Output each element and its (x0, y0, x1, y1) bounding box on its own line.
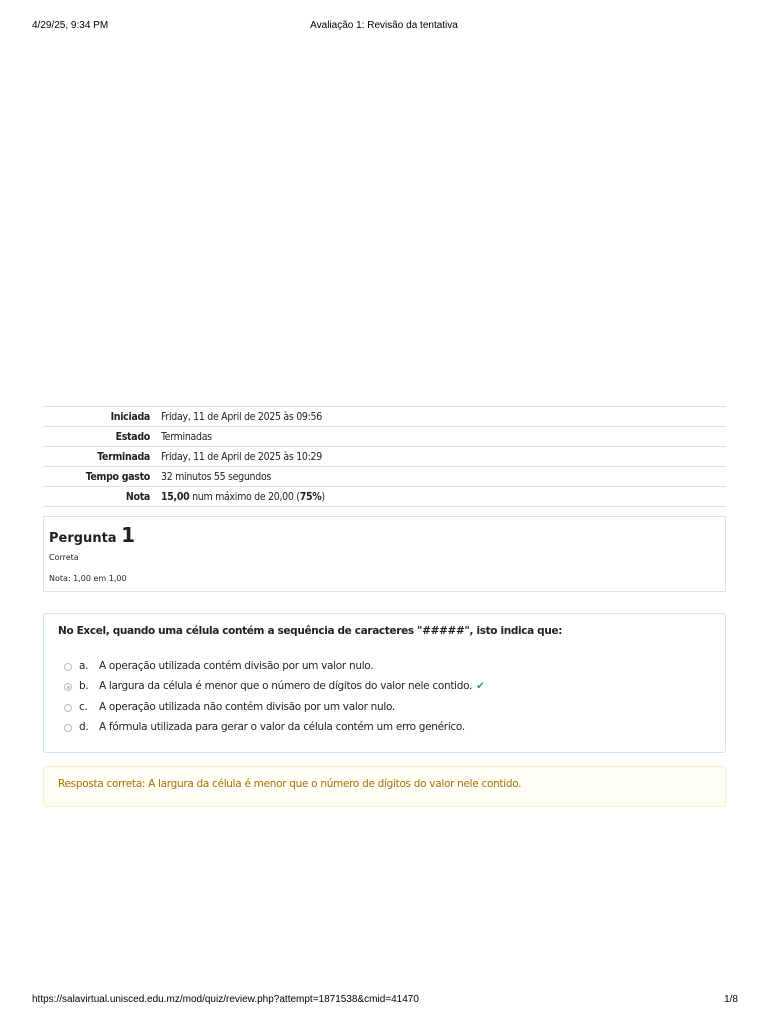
summary-label: Terminada (97, 450, 150, 463)
print-page-number: 1/8 (724, 994, 738, 1005)
question-title (49, 523, 135, 547)
print-datetime: 4/29/25, 9:34 PM (32, 20, 109, 31)
summary-value: Terminadas (161, 430, 212, 443)
summary-label: Iniciada (110, 410, 150, 423)
answer-text-wrapper (99, 680, 485, 692)
grade-max: num máximo de 20,00 ( (189, 490, 300, 503)
summary-label: Tempo gasto (85, 470, 150, 483)
feedback-text: Resposta correta: A largura da célula é menor que o número de dígitos do valor nele contido. (58, 778, 522, 790)
question-info-box (43, 516, 726, 592)
answer-letter: d. (79, 720, 89, 733)
summary-value: Friday, 11 de April de 2025 às 09:56 (161, 410, 322, 423)
answer-text: A fórmula utilizada para gerar o valor da célula contém um erro genérico. (99, 720, 465, 733)
summary-row-state (43, 427, 726, 447)
grade-close: ) (321, 490, 325, 503)
question-state: Correta (49, 553, 79, 562)
summary-row-time-taken (43, 467, 726, 487)
answer-text: A operação utilizada não contém divisão por um valor nulo. (99, 700, 395, 713)
summary-label: Estado (115, 430, 150, 443)
question-content-box (43, 613, 726, 753)
check-icon: ✔ (476, 680, 485, 693)
answer-letter: b. (79, 680, 89, 693)
print-url: https://salavirtual.unisced.edu.mz/mod/quiz/review.php?attempt=1871538&cmid=41470 (32, 994, 419, 1005)
answer-text: A largura da célula é menor que o número de dígitos do valor nele contido. (99, 680, 473, 693)
answer-letter: c. (79, 700, 88, 713)
radio-button[interactable] (64, 663, 72, 671)
radio-button[interactable] (64, 704, 72, 712)
summary-row-completed (43, 447, 726, 467)
question-grade: Nota: 1,00 em 1,00 (49, 574, 127, 583)
radio-button-selected[interactable] (64, 683, 72, 691)
question-title-label: Pergunta (49, 531, 117, 546)
radio-button[interactable] (64, 724, 72, 732)
summary-row-started (43, 407, 726, 427)
summary-row-grade (43, 487, 726, 507)
answer-text: A operação utilizada contém divisão por um valor nulo. (99, 660, 374, 672)
summary-value: 32 minutos 55 segundos (161, 470, 272, 483)
summary-label: Nota (125, 490, 150, 503)
print-page-title: Avaliação 1: Revisão da tentativa (310, 20, 458, 31)
summary-grade-value (150, 487, 726, 507)
correct-answer-feedback (43, 766, 726, 807)
grade-percent: 75% (299, 490, 322, 503)
answer-letter: a. (79, 660, 89, 672)
question-number: 1 (121, 523, 136, 547)
summary-value: Friday, 11 de April de 2025 às 10:29 (161, 450, 322, 463)
grade-score: 15,00 (161, 490, 190, 503)
question-text: No Excel, quando uma célula contém a sequência de caracteres "#####", isto indica que: (58, 625, 563, 637)
attempt-summary-table (43, 406, 726, 507)
